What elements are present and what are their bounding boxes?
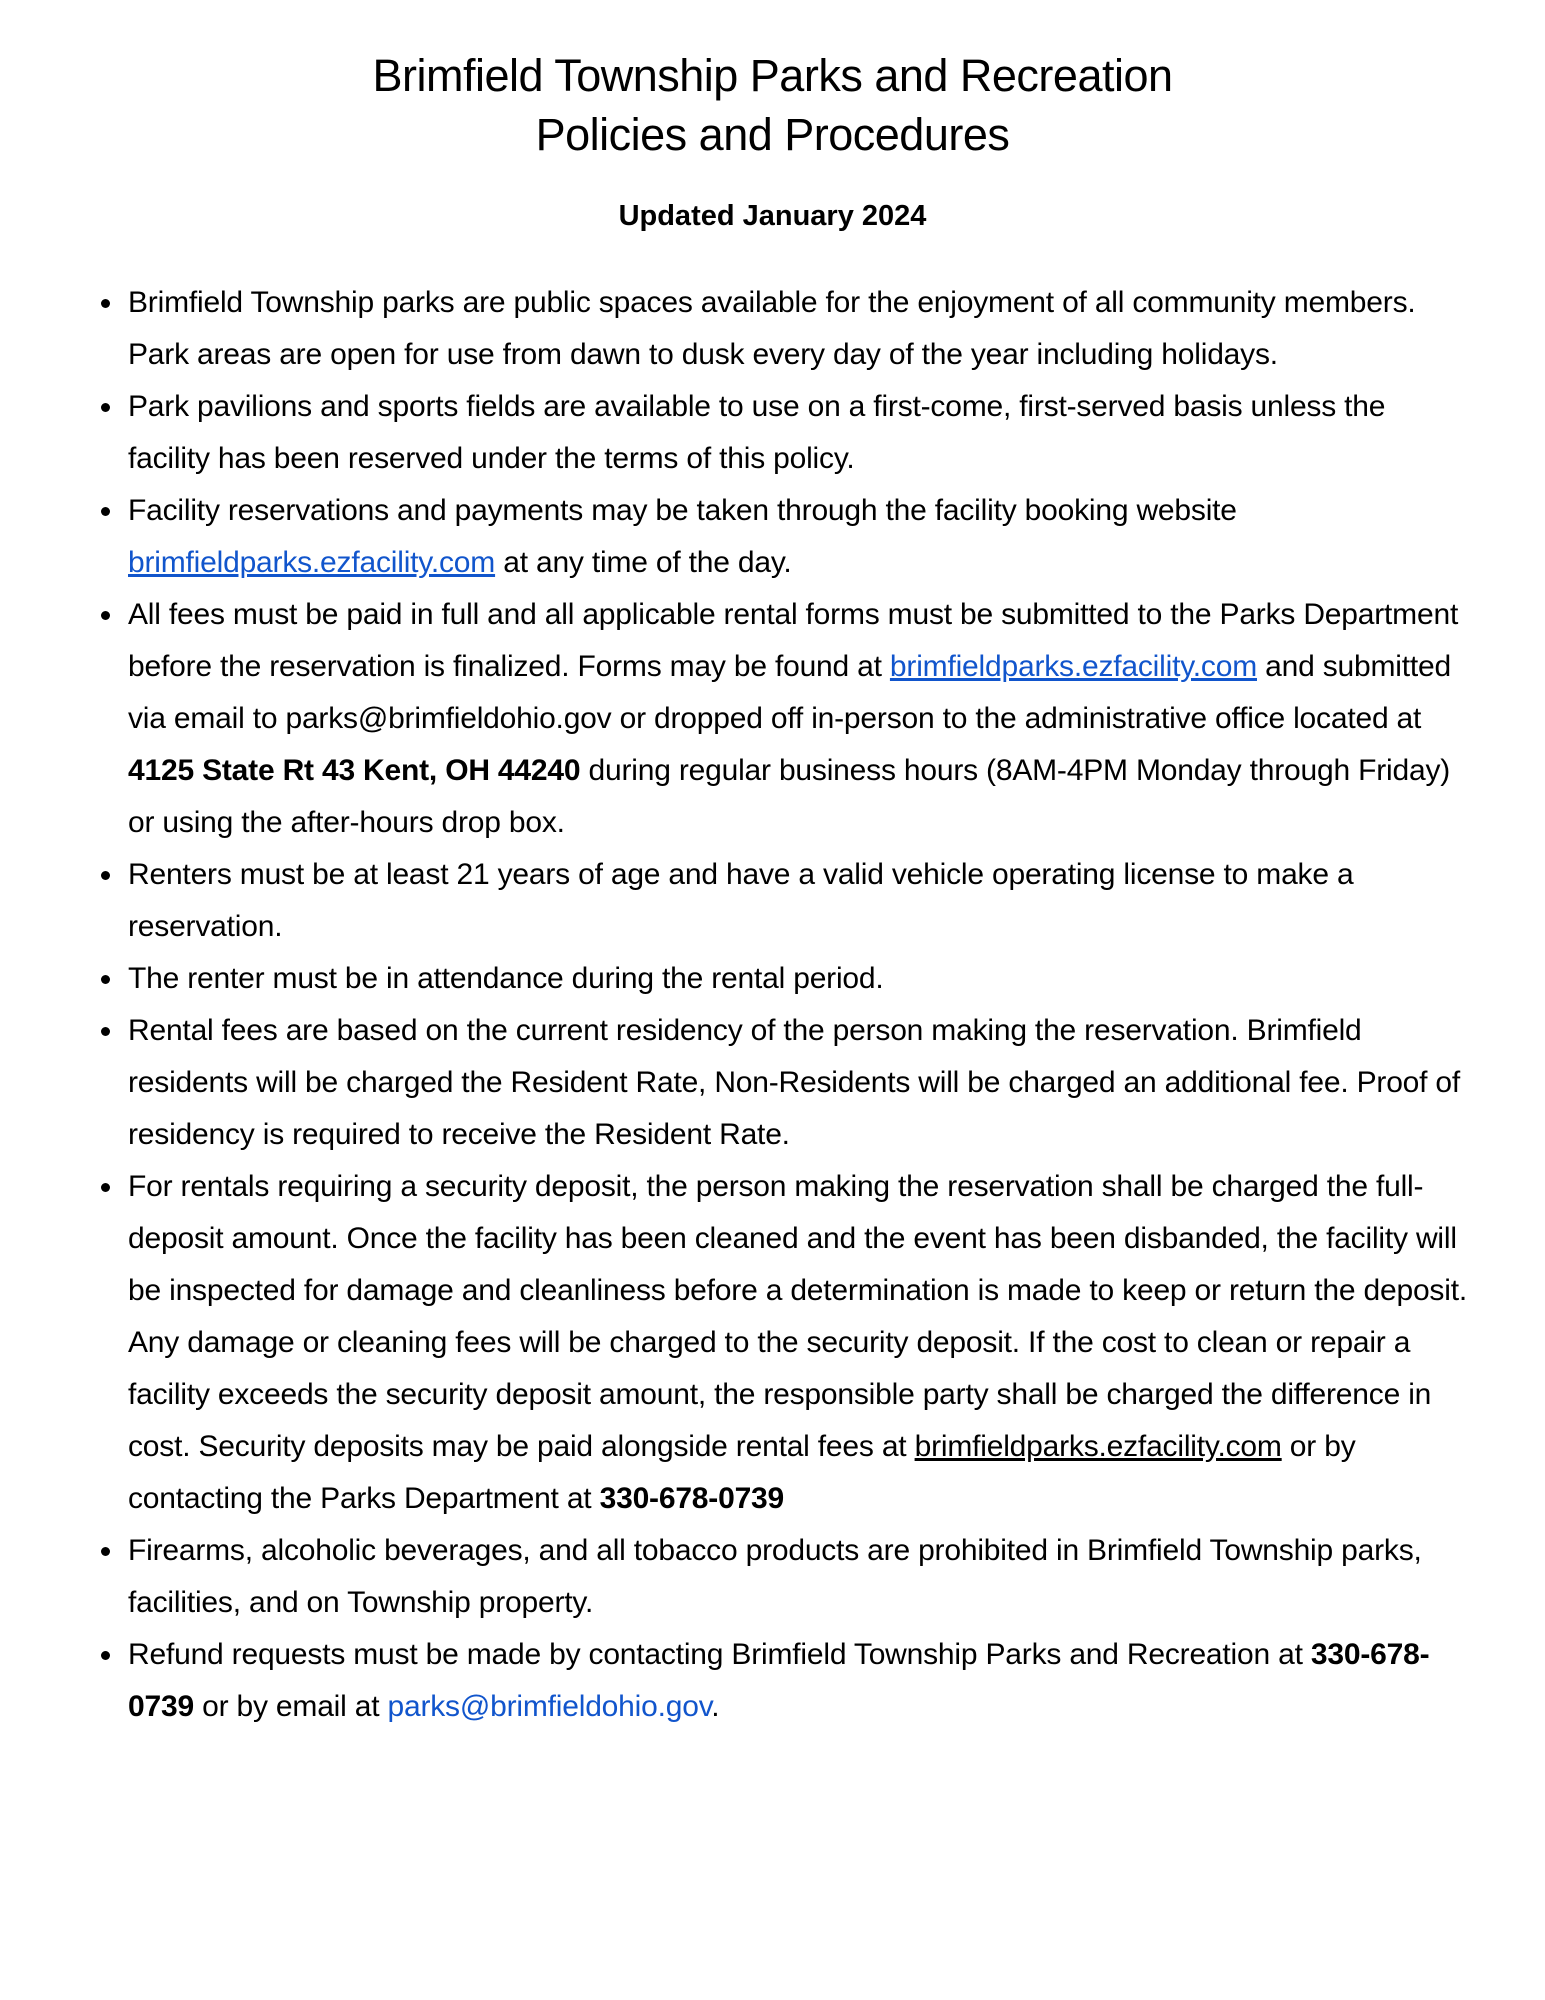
text-run: Refund requests must be made by contacting Brimfield Township Parks and Recreation at bbox=[128, 1638, 1311, 1671]
text-run: All fees must be paid in full and all applicable rental forms must be submitted to the Parks Department before the reservation is finalized. Forms may be found at bbox=[128, 598, 1459, 683]
text-run: The renter must be in attendance during the rental period. bbox=[128, 962, 884, 995]
list-item bbox=[95, 849, 1473, 953]
text-run: and submitted via email to parks@brimfieldohio.gov or dropped off in-person to the administrative office located at bbox=[128, 650, 1451, 735]
policy-list bbox=[0, 277, 1545, 1733]
website-link[interactable]: brimfieldparks.ezfacility.com bbox=[914, 1430, 1282, 1463]
text-run: Park pavilions and sports fields are available to use on a first-come, first-served basis unless the facility has been reserved under the terms of this policy. bbox=[128, 390, 1386, 475]
text-run: Firearms, alcoholic beverages, and all tobacco products are prohibited in Brimfield Township parks, facilities, and on Township property. bbox=[128, 1534, 1422, 1619]
list-item bbox=[95, 1005, 1473, 1161]
text-run: Renters must be at least 21 years of age and have a valid vehicle operating license to make a reservation. bbox=[128, 858, 1354, 943]
list-item bbox=[95, 589, 1473, 849]
text-run: For rentals requiring a security deposit, the person making the reservation shall be charged the full-deposit amount. Once the facility has been cleaned and the event has been disbanded, the facility will be inspected for damage and cleanliness before a determination is made to keep or return the deposit. Any damage or cleaning fees will be charged to the security deposit. If the cost to clean or repair a facility exceeds the security deposit amount, the responsible party shall be charged the difference in cost. Security deposits may be paid alongside rental fees at bbox=[128, 1170, 1467, 1463]
website-link[interactable]: brimfieldparks.ezfacility.com bbox=[128, 546, 496, 579]
document-title-line2: Policies and Procedures bbox=[535, 109, 1010, 160]
document-title-line1: Brimfield Township Parks and Recreation bbox=[372, 50, 1173, 101]
list-item bbox=[95, 381, 1473, 485]
list-item bbox=[95, 277, 1473, 381]
text-run: or by contacting the Parks Department at bbox=[128, 1430, 1356, 1515]
list-item bbox=[95, 485, 1473, 589]
list-item bbox=[95, 1525, 1473, 1629]
website-link[interactable]: brimfieldparks.ezfacility.com bbox=[889, 650, 1257, 683]
document-title bbox=[0, 0, 1545, 164]
email-link[interactable]: parks@brimfieldohio.gov bbox=[387, 1690, 712, 1723]
text-run: during regular business hours (8AM-4PM Monday through Friday) or using the after-hours drop box. bbox=[128, 754, 1451, 839]
document-subtitle: Updated January 2024 bbox=[618, 200, 927, 232]
text-run: 330-678-0739 bbox=[128, 1638, 1430, 1723]
text-run: Brimfield Township parks are public spaces available for the enjoyment of all community members. Park areas are open for use from dawn to dusk every day of the year including holidays. bbox=[128, 286, 1416, 371]
list-item bbox=[95, 1161, 1473, 1525]
text-run: at any time of the day. bbox=[495, 546, 792, 579]
list-item bbox=[95, 953, 1473, 1005]
text-run: Rental fees are based on the current residency of the person making the reservation. Brimfield residents will be charged the Resident Rate, Non-Residents will be charged an additional fee. Proof of residency is required to receive the Resident Rate. bbox=[128, 1014, 1461, 1151]
text-run: Facility reservations and payments may be taken through the facility booking website bbox=[128, 494, 1237, 527]
text-run: or by email at bbox=[193, 1690, 388, 1723]
text-run: 330-678-0739 bbox=[599, 1482, 785, 1515]
text-run: 4125 State Rt 43 Kent, OH 44240 bbox=[128, 754, 581, 787]
text-run: . bbox=[711, 1690, 720, 1723]
list-item bbox=[95, 1629, 1473, 1733]
